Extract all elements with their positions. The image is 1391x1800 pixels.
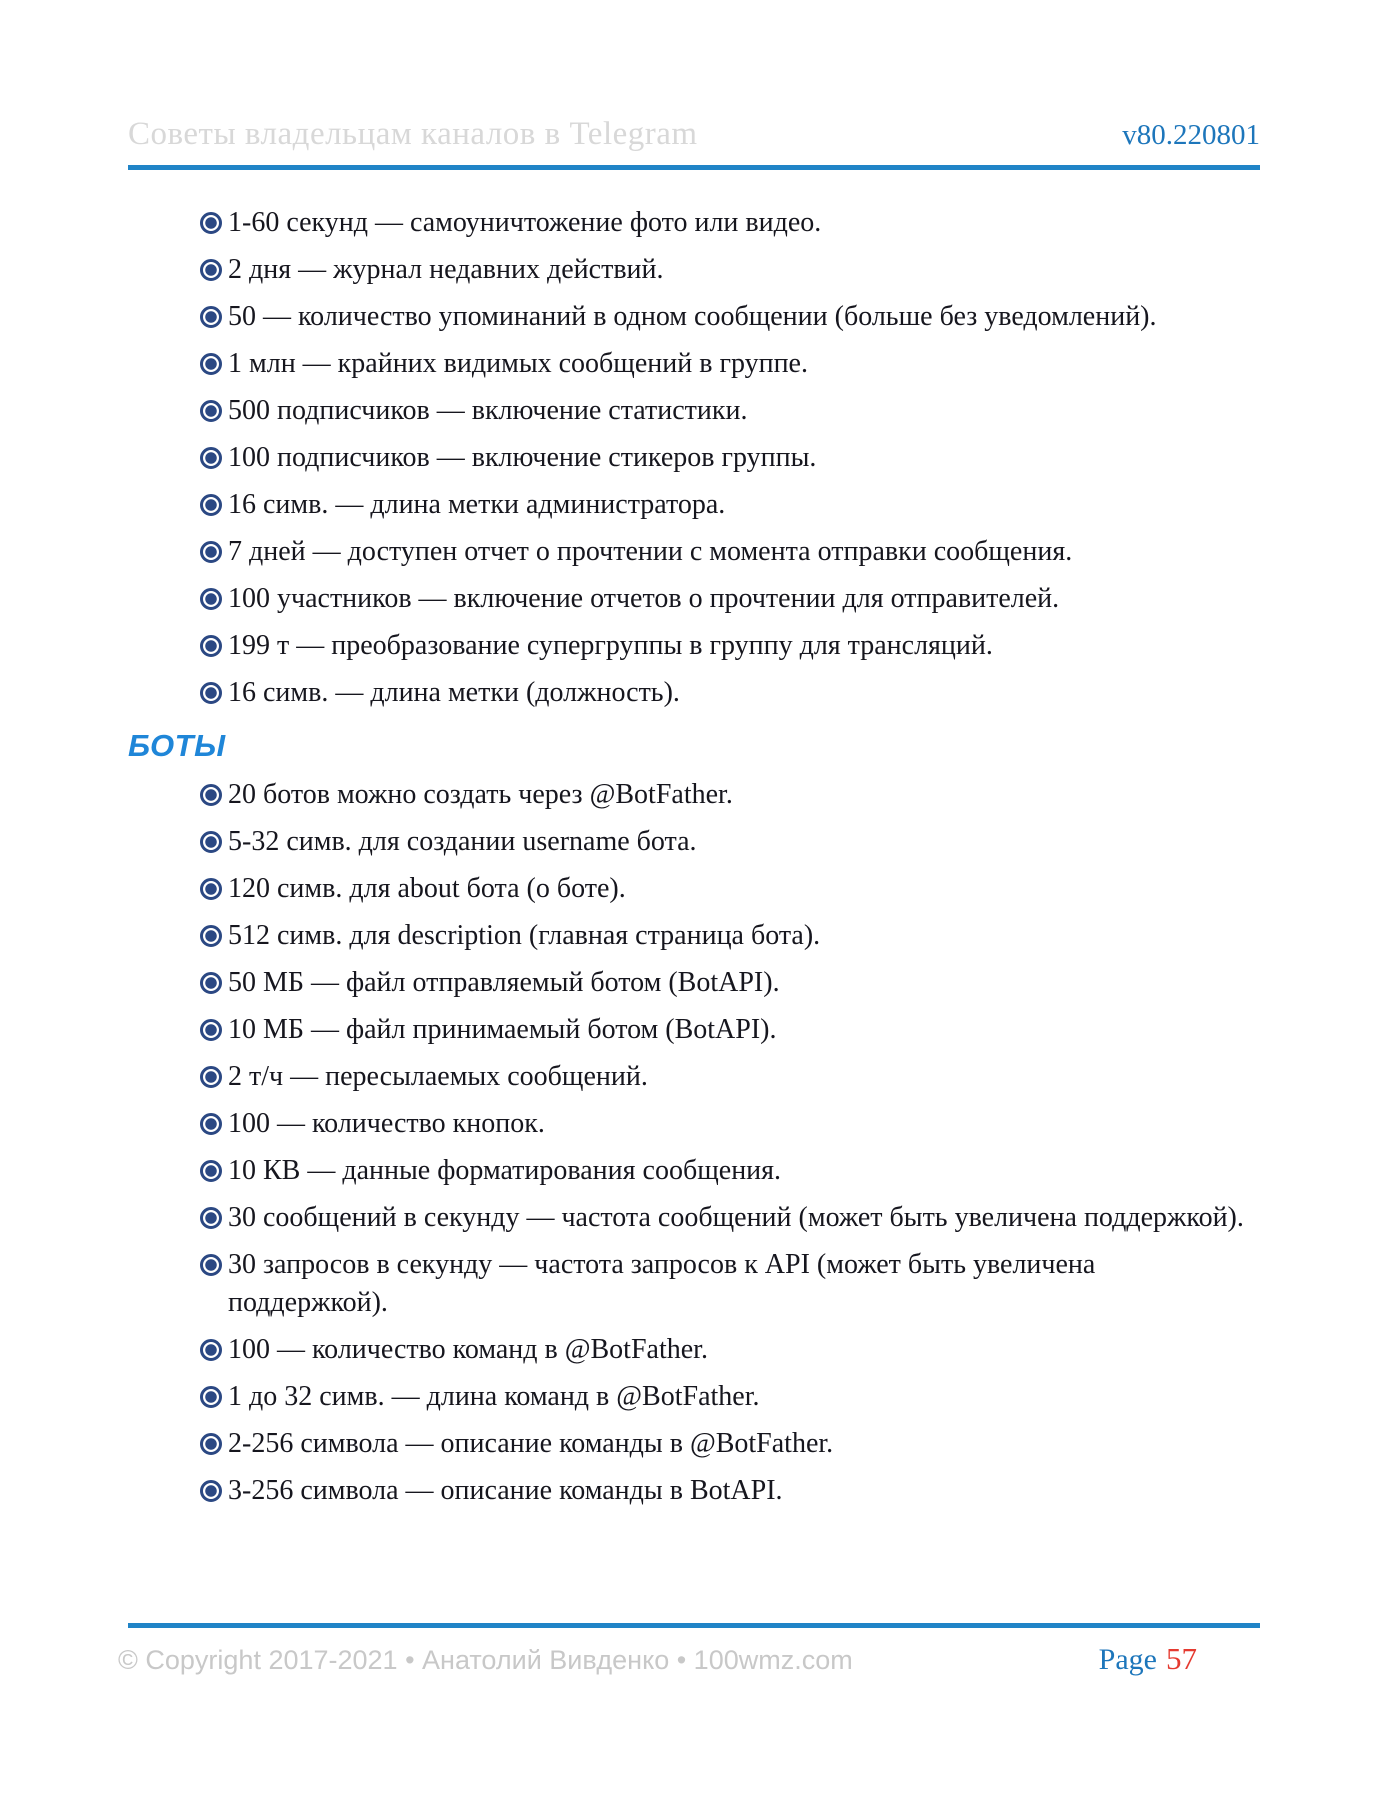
bots-list <box>128 776 1260 1510</box>
list-item <box>128 1199 1260 1237</box>
list-item-text: 10 КВ — данные форматирования сообщения. <box>228 1155 782 1186</box>
list-item <box>128 251 1260 289</box>
list-item-text: 50 — количество упоминаний в одном сообщении (больше без уведомлений). <box>228 301 1157 332</box>
list-item <box>128 964 1260 1002</box>
list-item <box>128 439 1260 477</box>
list-item-text: 10 МБ — файл принимаемый ботом (BotAPI). <box>228 1014 777 1045</box>
list-item <box>128 917 1260 955</box>
list-item <box>128 1425 1260 1463</box>
bullet-icon <box>200 878 222 900</box>
list-item-text: 1-60 секунд — самоуничтожение фото или видео. <box>228 207 822 238</box>
list-item <box>128 1152 1260 1190</box>
list-item-text: 2 дня — журнал недавних действий. <box>228 254 664 285</box>
list-item-text: 5-32 симв. для создании username бота. <box>228 826 697 857</box>
bullet-icon <box>200 212 222 234</box>
list-item-text: 100 подписчиков — включение стикеров группы. <box>228 442 817 473</box>
bullet-icon <box>200 353 222 375</box>
bullet-icon <box>200 541 222 563</box>
bullet-icon <box>200 1339 222 1361</box>
list-item <box>128 486 1260 524</box>
limits-list <box>128 204 1260 712</box>
list-item-text: 3-256 символа — описание команды в BotAPI. <box>228 1475 783 1506</box>
page-indicator <box>1099 1641 1197 1677</box>
list-item-text: 199 т — преобразование супергруппы в группу для трансляций. <box>228 630 993 661</box>
list-item-text: 500 подписчиков — включение статистики. <box>228 395 748 426</box>
bullet-icon <box>200 1480 222 1502</box>
list-item <box>128 580 1260 618</box>
list-item <box>128 1378 1260 1416</box>
list-item <box>128 674 1260 712</box>
list-item-text: 16 симв. — длина метки (должность). <box>228 677 680 708</box>
list-item-text: 1 млн — крайних видимых сообщений в группе. <box>228 348 808 379</box>
bullet-icon <box>200 306 222 328</box>
header-version: v80.220801 <box>1122 119 1260 151</box>
bullet-icon <box>200 1207 222 1229</box>
header-title: Советы владельцам каналов в Telegram <box>128 116 698 152</box>
bullet-icon <box>200 1019 222 1041</box>
list-item-text: 100 — количество команд в @BotFather. <box>228 1334 708 1365</box>
bullet-icon <box>200 259 222 281</box>
list-item-text: 30 запросов в секунду — частота запросов к API (может быть увеличена поддержкой). <box>228 1249 1096 1318</box>
list-item <box>128 204 1260 242</box>
bullet-icon <box>200 831 222 853</box>
list-item-text: 120 симв. для about бота (о боте). <box>228 873 626 904</box>
list-item <box>128 1058 1260 1096</box>
list-item-text: 16 симв. — длина метки администратора. <box>228 489 726 520</box>
bullet-icon <box>200 682 222 704</box>
list-item-text: 512 симв. для description (главная страница бота). <box>228 920 821 951</box>
list-item <box>128 1331 1260 1369</box>
list-item <box>128 392 1260 430</box>
list-item <box>128 1011 1260 1049</box>
list-item-text: 30 сообщений в секунду — частота сообщений (может быть увеличена поддержкой). <box>228 1202 1244 1233</box>
list-item-text: 100 участников — включение отчетов о прочтении для отправителей. <box>228 583 1060 614</box>
bullet-icon <box>200 1113 222 1135</box>
page-header <box>128 116 1260 170</box>
page-number: 57 <box>1166 1641 1197 1676</box>
copyright-text: © Copyright 2017-2021 • Анатолий Вивденко • 100wmz.com <box>118 1645 853 1675</box>
bullet-icon <box>200 447 222 469</box>
list-item <box>128 1105 1260 1143</box>
section-heading-bots: БОТЫ <box>128 728 226 763</box>
list-item-text: 7 дней — доступен отчет о прочтении с момента отправки сообщения. <box>228 536 1073 567</box>
list-item-text: 2 т/ч — пересылаемых сообщений. <box>228 1061 648 1092</box>
bullet-icon <box>200 1386 222 1408</box>
list-item <box>128 870 1260 908</box>
list-item-text: 2-256 символа — описание команды в @BotFather. <box>228 1428 834 1459</box>
bullet-icon <box>200 1254 222 1276</box>
page-label: Page <box>1098 1643 1157 1676</box>
list-item <box>128 627 1260 665</box>
list-item-text: 20 ботов можно создать через @BotFather. <box>228 779 733 810</box>
page-content <box>128 186 1260 1519</box>
list-item <box>128 823 1260 861</box>
list-item <box>128 1472 1260 1510</box>
list-item <box>128 776 1260 814</box>
bullet-icon <box>200 635 222 657</box>
list-item-text: 100 — количество кнопок. <box>228 1108 545 1139</box>
list-item <box>128 533 1260 571</box>
bullet-icon <box>200 784 222 806</box>
list-item <box>128 345 1260 383</box>
bullet-icon <box>200 925 222 947</box>
bullet-icon <box>200 1066 222 1088</box>
bullet-icon <box>200 1433 222 1455</box>
list-item <box>128 298 1260 336</box>
bullet-icon <box>200 494 222 516</box>
bullet-icon <box>200 1160 222 1182</box>
page-footer <box>118 1623 1260 1677</box>
bullet-icon <box>200 972 222 994</box>
bullet-icon <box>200 588 222 610</box>
list-item-text: 1 до 32 симв. — длина команд в @BotFather. <box>228 1381 760 1412</box>
list-item-text: 50 МБ — файл отправляемый ботом (BotAPI). <box>228 967 780 998</box>
list-item <box>128 1246 1260 1322</box>
bullet-icon <box>200 400 222 422</box>
